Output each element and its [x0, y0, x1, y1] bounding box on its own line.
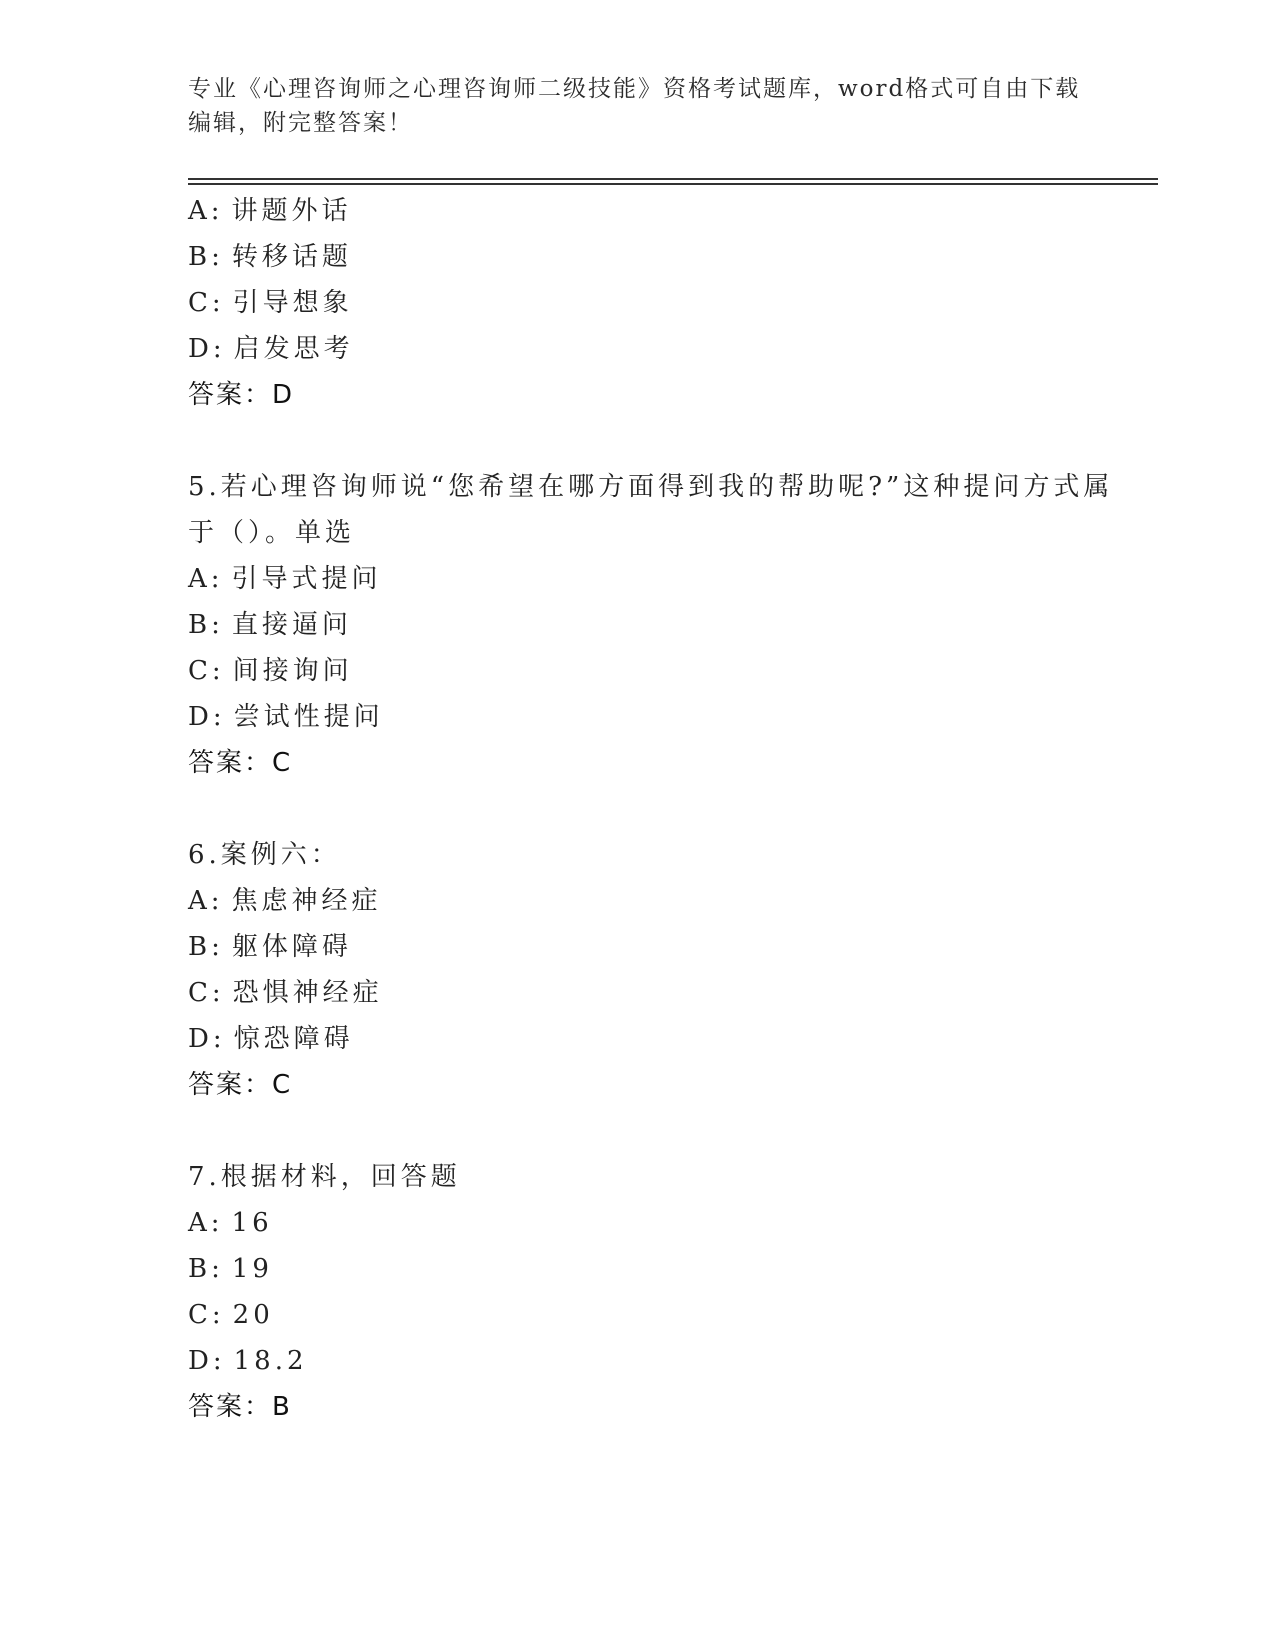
option-a [188, 188, 1128, 234]
option-text: 引导式提问 [231, 564, 382, 594]
option-text: 惊恐障碍 [233, 1024, 354, 1054]
option-text: 16 [231, 1208, 273, 1238]
option-text: 启发思考 [233, 334, 354, 364]
option-text: 尝试性提问 [233, 702, 384, 732]
option-letter: B: [188, 242, 224, 272]
option-letter: D: [188, 1024, 226, 1054]
answer-line: 答案：C [188, 1070, 293, 1100]
option-d [188, 1338, 1128, 1384]
question-5-block [188, 464, 1128, 786]
answer-line: 答案：D [188, 380, 295, 410]
option-letter: B: [188, 610, 224, 640]
option-letter: C: [188, 1300, 225, 1330]
option-letter: D: [188, 1346, 226, 1376]
option-text: 19 [231, 1254, 273, 1284]
option-letter: C: [188, 978, 225, 1008]
question-text: 5.若心理咨询师说“您希望在哪方面得到我的帮助呢?”这种提问方式属于（）。单选 [188, 472, 1114, 548]
option-c [188, 648, 1128, 694]
option-letter: C: [188, 656, 225, 686]
option-d [188, 326, 1128, 372]
document-header: 专业《心理咨询师之心理咨询师二级技能》资格考试题库，word格式可自由下载编辑，附完整答案！ [188, 76, 1081, 136]
option-text: 躯体障碍 [231, 932, 352, 962]
option-letter: D: [188, 702, 226, 732]
question-4-block [188, 188, 1128, 418]
spacer [188, 1108, 1128, 1154]
spacer [188, 418, 1128, 464]
option-text: 讲题外话 [231, 196, 352, 226]
option-text: 恐惧神经症 [232, 978, 383, 1008]
answer-line: 答案：C [188, 748, 293, 778]
option-letter: A: [188, 886, 224, 916]
option-text: 直接逼问 [231, 610, 352, 640]
option-text: 转移话题 [231, 242, 352, 272]
option-letter: A: [188, 1208, 224, 1238]
question-text: 7.根据材料，回答题 [188, 1162, 461, 1192]
option-text: 20 [232, 1300, 274, 1330]
question-6-block [188, 832, 1128, 1108]
option-letter: C: [188, 288, 225, 318]
option-text: 18.2 [233, 1346, 308, 1376]
option-b [188, 602, 1128, 648]
option-letter: B: [188, 1254, 224, 1284]
option-letter: A: [188, 196, 224, 226]
option-d [188, 1016, 1128, 1062]
option-d [188, 694, 1128, 740]
question-text: 6.案例六： [188, 840, 341, 870]
header-divider-bottom [188, 183, 1158, 185]
option-letter: A: [188, 564, 224, 594]
option-text: 焦虑神经症 [231, 886, 382, 916]
option-c [188, 970, 1128, 1016]
option-letter: D: [188, 334, 226, 364]
question-list [188, 188, 1128, 1430]
answer-line: 答案：B [188, 1392, 292, 1422]
option-a [188, 556, 1128, 602]
option-letter: B: [188, 932, 224, 962]
question-7-block [188, 1154, 1128, 1430]
option-a [188, 1200, 1128, 1246]
option-c [188, 1292, 1128, 1338]
option-b [188, 234, 1128, 280]
spacer [188, 786, 1128, 832]
option-text: 间接询问 [232, 656, 353, 686]
option-c [188, 280, 1128, 326]
option-a [188, 878, 1128, 924]
option-b [188, 924, 1128, 970]
header-divider-top [188, 178, 1158, 180]
option-b [188, 1246, 1128, 1292]
option-text: 引导想象 [232, 288, 353, 318]
